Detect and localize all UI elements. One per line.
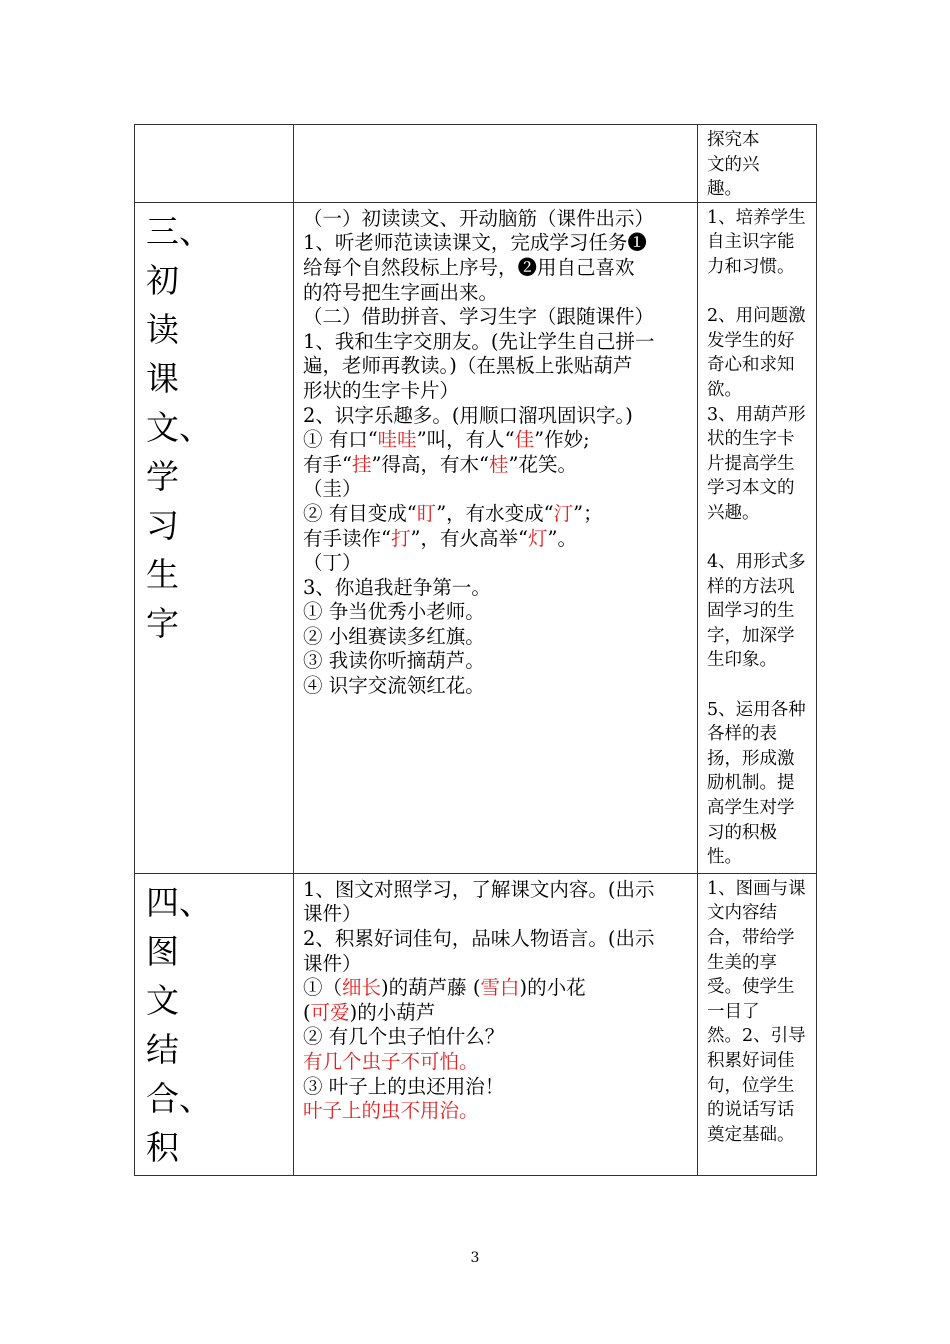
- note-line: 样的方法巩: [707, 576, 795, 597]
- stage-title: 三、 初 读 课 文、 学 习 生 字: [146, 211, 212, 643]
- page-number: 3: [470, 1250, 480, 1266]
- note-line: 自主识字能: [707, 232, 795, 253]
- table-row: [135, 125, 817, 203]
- content-line: ① 争当优秀小老师。: [303, 600, 485, 624]
- stage-cell: [135, 125, 294, 203]
- content-line: （丁）: [303, 551, 362, 575]
- note-cell: [698, 125, 817, 203]
- content-line: 叶子上的虫不用治。: [303, 1099, 479, 1123]
- content-line: (可爱)的小葫芦: [303, 1000, 436, 1024]
- highlight-char: 挂: [351, 452, 372, 476]
- note-line: 一目了: [707, 1001, 760, 1022]
- content-line: ② 有目变成“盯”，有水变成“汀”；: [303, 501, 603, 525]
- note-line: 4、用形式多: [707, 552, 806, 573]
- content-line: 2、识字乐趣多。(用顺口溜巩固识字。): [303, 403, 633, 427]
- design-notes: [698, 874, 816, 1148]
- content-line: 给每个自然段标上序号，❷用自己喜欢: [303, 255, 635, 279]
- content-line: 1、图文对照学习，了解课文内容。(出示: [303, 877, 655, 901]
- content-cell: [294, 202, 698, 873]
- content-line: 2、积累好词佳句，品味人物语言。(出示: [303, 926, 655, 950]
- content-cell: [294, 125, 698, 203]
- highlight-word: 雪白: [480, 976, 520, 1000]
- note-line: 励机制。提: [707, 773, 795, 794]
- note-line: 学习本文的: [707, 478, 795, 499]
- highlight-char: 灯: [527, 526, 548, 550]
- note-line: 各样的表: [707, 724, 777, 745]
- note-line: 性。: [707, 847, 742, 868]
- content-line: 的符号把生字画出来。: [303, 280, 499, 304]
- note-line: 生美的享: [707, 952, 777, 973]
- note-line: 奇心和求知: [707, 355, 795, 376]
- note-line: 5、运用各种: [707, 699, 806, 720]
- content-line: ③ 我读你听摘葫芦。: [303, 649, 485, 673]
- content-line: 有手“挂”得高，有木“桂”花笑。: [303, 452, 577, 476]
- note-cell: [698, 202, 817, 873]
- note-line: 句，位学生: [707, 1075, 795, 1096]
- note-line: 兴趣。: [707, 502, 760, 523]
- note-line: 2、用问题激: [707, 306, 806, 327]
- content-line: 有手读作“打”，有火高举“灯”。: [303, 526, 577, 550]
- stage-cell: [135, 873, 294, 1175]
- content-line: （圭）: [303, 477, 362, 501]
- note-line: 片提高学生: [707, 453, 795, 474]
- note-line: 趣。: [707, 179, 742, 200]
- content-line: （二）借助拼音、学习生字（跟随课件）: [303, 305, 655, 329]
- content-line: ①（细长)的葫芦藤 (雪白)的小花: [303, 976, 586, 1000]
- note-line: 文内容结: [707, 903, 777, 924]
- note-line: 3、用葫芦形: [707, 404, 806, 425]
- highlight-char: 佳: [514, 428, 535, 452]
- highlight-word: 细长: [342, 976, 382, 1000]
- highlight-char: 哇哇: [377, 428, 417, 452]
- note-line: 文的兴: [707, 154, 760, 175]
- note-line: 1、图画与课: [707, 878, 806, 899]
- note-line: 固学习的生: [707, 601, 795, 622]
- content-line: 课件）: [303, 902, 362, 926]
- note-cell: [698, 873, 817, 1175]
- note-line: 高学生对学: [707, 798, 795, 819]
- note-line: 的说话写话: [707, 1100, 795, 1121]
- highlight-char: 盯: [416, 501, 437, 525]
- content-line: （一）初读读文、开动脑筋（课件出示）: [303, 206, 655, 230]
- note-line: 欲。: [707, 379, 742, 400]
- note-line: 力和习惯。: [707, 256, 795, 277]
- stage-cell: [135, 202, 294, 873]
- highlight-word: 可爱: [310, 1000, 350, 1024]
- content-line: 形状的生字卡片）: [303, 378, 460, 402]
- note-line: 状的生字卡: [707, 429, 795, 450]
- content-line: ② 有几个虫子怕什么？: [303, 1025, 505, 1049]
- content-line: 3、你追我赶争第一。: [303, 575, 491, 599]
- lesson-plan-table: [134, 124, 817, 1176]
- note-line: 探究本: [707, 130, 760, 150]
- note-line: 合，带给学: [707, 927, 795, 948]
- content-line: ③ 叶子上的虫还用治！: [303, 1074, 505, 1098]
- content-line: 遍，老师再教读。)（在黑板上张贴葫芦: [303, 354, 633, 378]
- lesson-content: [294, 203, 697, 699]
- lesson-content: [294, 874, 697, 1124]
- note-line: 字，加深学: [707, 625, 795, 646]
- note-line: 生印象。: [707, 650, 777, 671]
- stage-title: 四、 图 文 结 合、 积: [146, 882, 212, 1167]
- table-row: [135, 202, 817, 873]
- content-cell: [294, 873, 698, 1175]
- note-line: 发学生的好: [707, 330, 795, 351]
- note-line: 然。2、引导: [707, 1026, 806, 1047]
- content-line: ② 小组赛读多红旗。: [303, 624, 485, 648]
- note-line: 奠定基础。: [707, 1124, 795, 1145]
- note-line: 扬，形成激: [707, 748, 795, 769]
- content-line: 1、我和生字交朋友。(先让学生自己拼一: [303, 329, 655, 353]
- note-line: 习的积极: [707, 822, 777, 843]
- note-line: 积累好词佳: [707, 1050, 795, 1071]
- design-notes: [698, 203, 816, 870]
- content-line: 有几个虫子不可怕。: [303, 1049, 479, 1073]
- table-row: [135, 873, 817, 1175]
- note-line: 1、培养学生: [707, 207, 806, 228]
- content-line: ④ 识字交流领红花。: [303, 674, 485, 698]
- highlight-char: 打: [390, 526, 411, 550]
- highlight-char: 汀: [553, 501, 574, 525]
- content-line: 课件）: [303, 951, 362, 975]
- content-line: ① 有口“哇哇”叫，有人“佳”作妙;: [303, 428, 590, 452]
- highlight-char: 桂: [488, 452, 509, 476]
- note-line: 受。使学生: [707, 977, 795, 998]
- content-line: 1、听老师范读读课文，完成学习任务❶: [303, 231, 647, 255]
